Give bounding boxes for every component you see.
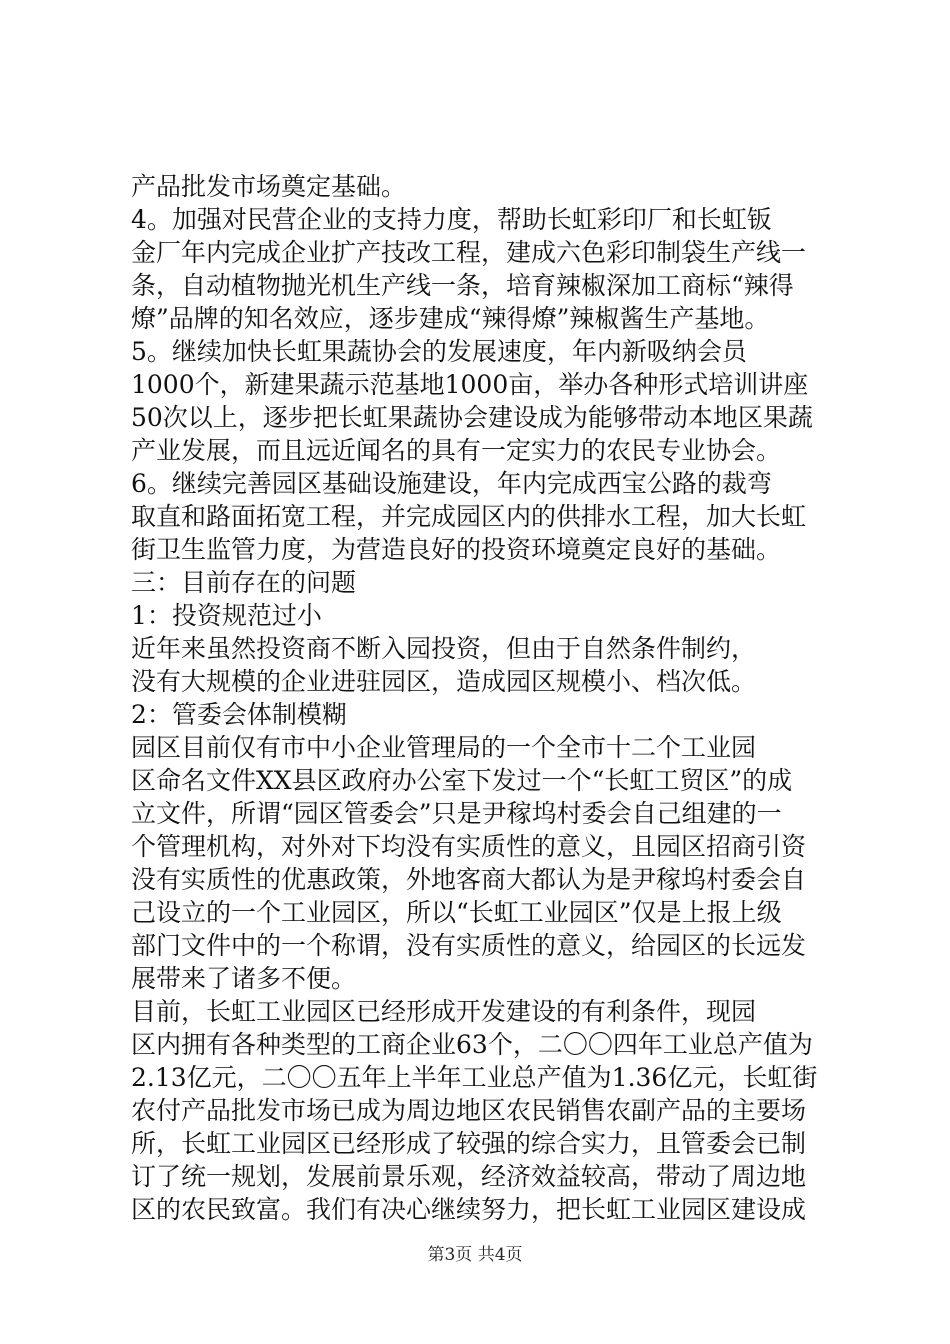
paragraph-line: 产业发展，而且远近闻名的具有一定实力的农民专业协会。 (131, 436, 782, 465)
paragraph-line: 区的农民致富。我们有决心继续努力，把长虹工业园区建设成 (131, 1195, 807, 1224)
paragraph-line: 己设立的一个工业园区，所以“长虹工业园区”仅是上报上级 (131, 898, 782, 927)
paragraph-line: 立文件，所谓“园区管委会”只是尹稼坞村委会自己组建的一 (131, 799, 782, 828)
paragraph-line: 2.13亿元，二〇〇五年上半年工业总产值为1.36亿元，长虹街 (131, 1063, 818, 1092)
paragraph-line: 所，长虹工业园区已经形成了较强的综合实力，且管委会已制 (131, 1129, 807, 1158)
paragraph-line: 近年来虽然投资商不断入园投资，但由于自然条件制约， (131, 634, 757, 663)
paragraph-line: 个管理机构，对外对下均没有实质性的意义，且园区招商引资 (131, 832, 807, 861)
paragraph-line: 燎”品牌的知名效应，逐步建成“辣得燎”辣椒酱生产基地。 (131, 304, 770, 333)
subsection-heading: 2：管委会体制模糊 (131, 700, 347, 729)
paragraph-line: 5。继续加快长虹果蔬协会的发展速度，年内新吸纳会员 (131, 337, 747, 366)
paragraph-line: 订了统一规划，发展前景乐观，经济效益较高，带动了周边地 (131, 1162, 807, 1191)
page-footer: 第3页 共4页 (427, 1245, 523, 1265)
section-heading: 三：目前存在的问题 (131, 568, 357, 597)
paragraph-line: 农付产品批发市场已成为周边地区农民销售农副产品的主要场 (131, 1096, 807, 1125)
paragraph-line: 区内拥有各种类型的工商企业63个，二〇〇四年工业总产值为 (131, 1030, 813, 1059)
paragraph-line: 金厂年内完成企业扩产技改工程，建成六色彩印制袋生产线一 (131, 238, 807, 267)
paragraph-line: 没有实质性的优惠政策，外地客商大都认为是尹稼坞村委会自 (131, 865, 807, 894)
paragraph-line: 产品批发市场奠定基础。 (131, 172, 407, 201)
paragraph-line: 区命名文件XX县区政府办公室下发过一个“长虹工贸区”的成 (131, 766, 793, 795)
paragraph-line: 没有大规模的企业进驻园区，造成园区规模小、档次低。 (131, 667, 757, 696)
subsection-heading: 1：投资规范过小 (131, 601, 322, 630)
paragraph-line: 街卫生监管力度，为营造良好的投资环境奠定良好的基础。 (131, 535, 782, 564)
paragraph-line: 取直和路面拓宽工程，并完成园区内的供排水工程，加大长虹 (131, 502, 807, 531)
paragraph-line: 4。加强对民营企业的支持力度，帮助长虹彩印厂和长虹钣 (131, 205, 772, 234)
paragraph-line: 展带来了诸多不便。 (131, 964, 357, 993)
paragraph-line: 50次以上，逐步把长虹果蔬协会建设成为能够带动本地区果蔬 (131, 403, 813, 432)
paragraph-line: 条，自动植物抛光机生产线一条，培育辣椒深加工商标“辣得 (131, 271, 794, 300)
paragraph-line: 1000个，新建果蔬示范基地1000亩，举办各种形式培训讲座 (131, 370, 809, 399)
paragraph-line: 目前，长虹工业园区已经形成开发建设的有利条件，现园 (131, 997, 757, 1026)
paragraph-line: 部门文件中的一个称谓，没有实质性的意义，给园区的长远发 (131, 931, 807, 960)
paragraph-line: 园区目前仅有市中小企业管理局的一个全市十二个工业园 (131, 733, 757, 762)
paragraph-line: 6。继续完善园区基础设施建设，年内完成西宝公路的裁弯 (131, 469, 772, 498)
